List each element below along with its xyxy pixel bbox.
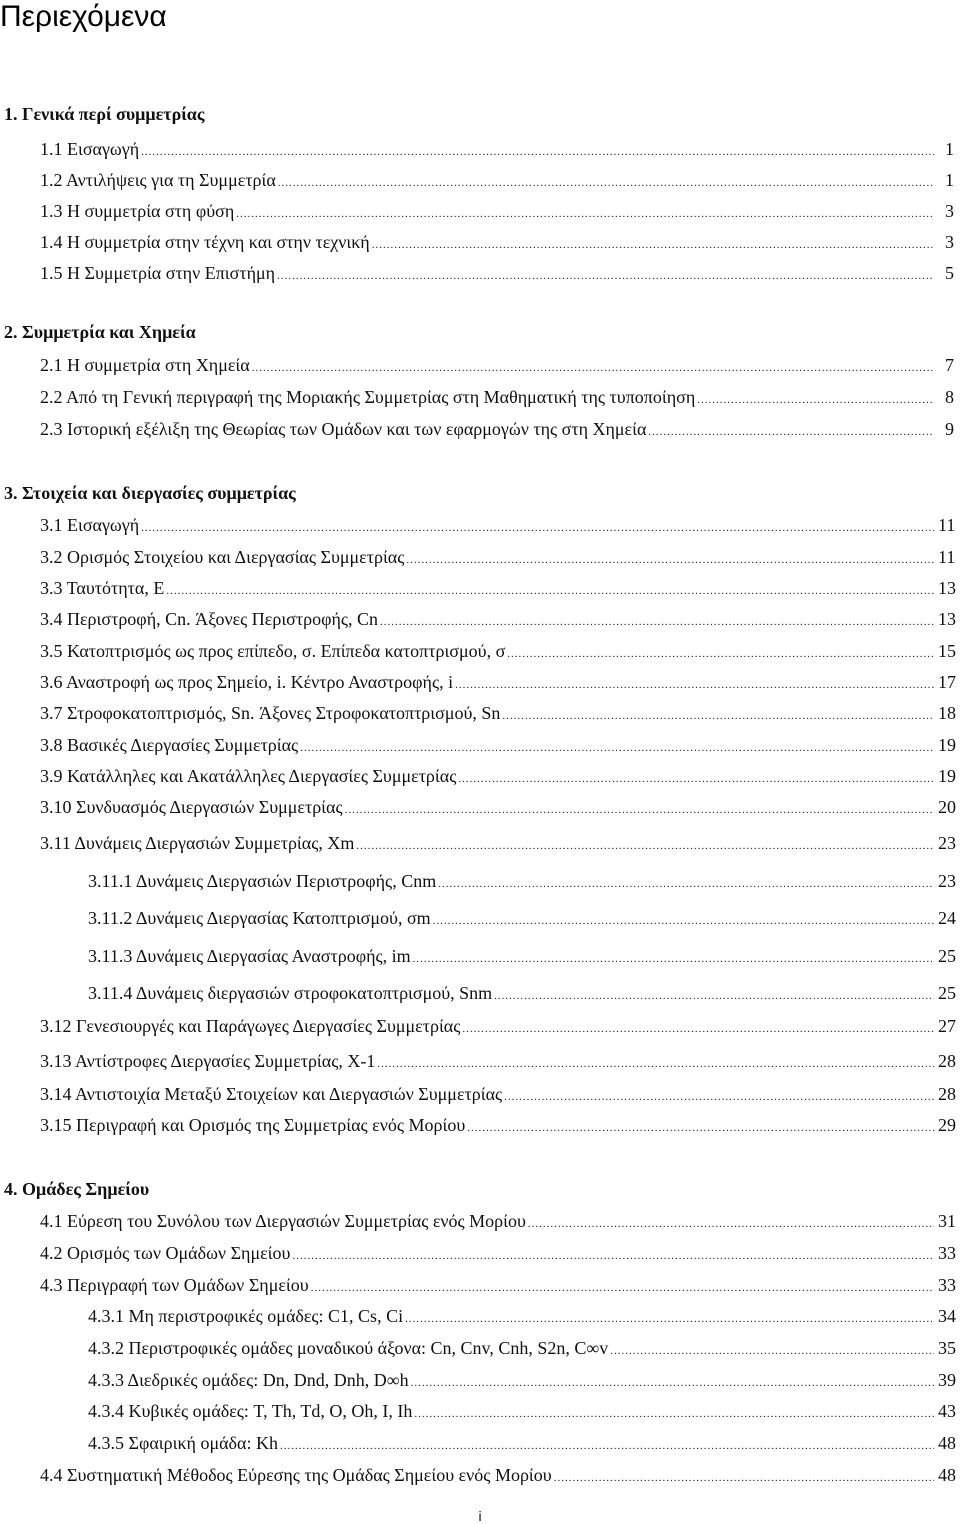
toc-entry-label: 4.3.1 Μη περιστροφικές ομάδες: C1, Cs, Ci xyxy=(88,1306,404,1326)
toc-entry-label: 3.4 Περιστροφή, Cn. Άξονες Περιστροφής, Cn xyxy=(40,609,379,629)
toc-entry-page: 3 xyxy=(945,232,954,252)
toc-entry-page: 28 xyxy=(938,1084,956,1104)
toc-entry[interactable] xyxy=(40,796,960,821)
toc-entry-label: 4.3.2 Περιστροφικές ομάδες μοναδικού άξονα: Cn, Cnv, Cnh, S2n, C∞v xyxy=(88,1338,609,1358)
toc-entry[interactable] xyxy=(88,1337,960,1362)
toc-entry-label: 3.9 Κατάλληλες και Ακατάλληλες Διεργασίες Συμμετρίας xyxy=(40,766,457,786)
toc-entry[interactable] xyxy=(40,1050,960,1075)
toc-entry[interactable] xyxy=(40,231,960,256)
leader-dots xyxy=(236,203,934,225)
toc-entry-page: 17 xyxy=(938,672,956,692)
toc-entry-page: 5 xyxy=(945,263,954,283)
toc-entry-label: 4.1 Εύρεση του Συνόλου των Διεργασιών Συμμετρίας ενός Μορίου xyxy=(40,1211,526,1231)
toc-entry[interactable] xyxy=(40,418,960,443)
toc-entry[interactable] xyxy=(40,702,960,727)
toc-entry-page: 27 xyxy=(938,1016,956,1036)
toc-entry-page: 39 xyxy=(938,1370,956,1390)
toc-entry-page: 25 xyxy=(938,946,956,966)
toc-entry-label: 1.3 Η συμμετρία στη φύση xyxy=(40,201,235,221)
toc-entry-page: 24 xyxy=(938,908,956,928)
toc-entry[interactable] xyxy=(40,1274,960,1299)
leader-dots xyxy=(280,1435,934,1457)
toc-entry[interactable] xyxy=(88,1400,960,1425)
toc-entry-label: 3.12 Γενεσιουργές και Παράγωγες Διεργασίες Συμμετρίας xyxy=(40,1016,461,1036)
toc-entry-label: 3.11.2 Δυνάμεις Διεργασίας Κατοπτρισμού, σm xyxy=(88,908,431,928)
leader-dots xyxy=(377,1053,934,1075)
leader-dots xyxy=(372,234,934,256)
toc-entry[interactable] xyxy=(40,354,960,379)
toc-entry-page: 18 xyxy=(938,703,956,723)
toc-entry-page: 28 xyxy=(938,1051,956,1071)
leader-dots xyxy=(406,549,934,571)
leader-dots xyxy=(311,1277,934,1299)
leader-dots xyxy=(411,1372,934,1394)
toc-entry-label: 3.5 Κατοπτρισμός ως προς επίπεδο, σ. Επίπεδα κατοπτρισμού, σ xyxy=(40,641,506,661)
toc-entry-label: 3.10 Συνδυασμός Διεργασιών Συμμετρίας xyxy=(40,797,343,817)
leader-dots xyxy=(141,141,934,163)
toc-entry[interactable] xyxy=(40,734,960,759)
toc-entry-page: 25 xyxy=(938,983,956,1003)
toc-entry-label: 3.11 Δυνάμεις Διεργασιών Συμμετρίας, Xm xyxy=(40,833,355,853)
toc-entry[interactable] xyxy=(40,262,960,287)
toc-entry-page: 34 xyxy=(938,1306,956,1326)
section-heading-4[interactable]: 4. Ομάδες Σημείου xyxy=(4,1179,150,1199)
toc-entry-page: 48 xyxy=(938,1465,956,1485)
toc-entry-page: 13 xyxy=(938,609,956,629)
toc-entry-label: 1.2 Αντιλήψεις για τη Συμμετρία xyxy=(40,170,276,190)
toc-entry[interactable] xyxy=(40,765,960,790)
toc-entry-page: 11 xyxy=(938,515,956,535)
leader-dots xyxy=(554,1467,934,1489)
leader-dots xyxy=(467,1117,934,1139)
toc-entry-page: 1 xyxy=(945,139,954,159)
toc-entry-label: 2.3 Ιστορική εξέλιξη της Θεωρίας των Ομάδων και των εφαρμογών της στη Χημεία xyxy=(40,419,647,439)
toc-entry-label: 3.8 Βασικές Διεργασίες Συμμετρίας xyxy=(40,735,299,755)
leader-dots xyxy=(345,799,934,821)
toc-entry-page: 15 xyxy=(938,641,956,661)
toc-entry[interactable] xyxy=(88,870,960,895)
toc-entry[interactable] xyxy=(40,138,960,163)
toc-entry-page: 9 xyxy=(945,419,954,439)
toc-entry[interactable] xyxy=(40,386,960,411)
leader-dots xyxy=(697,389,934,411)
toc-entry[interactable] xyxy=(88,982,960,1007)
toc-entry[interactable] xyxy=(88,907,960,932)
toc-entry-page: 1 xyxy=(945,170,954,190)
toc-entry[interactable] xyxy=(40,1242,960,1267)
leader-dots xyxy=(507,643,934,665)
page-title: Περιεχόμενα xyxy=(0,0,167,33)
toc-entry-label: 1.5 Η Συμμετρία στην Επιστήμη xyxy=(40,263,276,283)
leader-dots xyxy=(433,910,934,932)
toc-entry[interactable] xyxy=(40,546,960,571)
toc-entry-page: 11 xyxy=(938,547,956,567)
toc-entry-label: 4.2 Ορισμός των Ομάδων Σημείου xyxy=(40,1243,291,1263)
leader-dots xyxy=(458,768,934,790)
leader-dots xyxy=(502,705,934,727)
toc-entry[interactable] xyxy=(40,577,960,602)
toc-entry-label: 2.2 Από τη Γενική περιγραφή της Μοριακής Συμμετρίας στη Μαθηματική της τυποποίηση xyxy=(40,387,696,407)
toc-entry[interactable] xyxy=(40,640,960,665)
toc-entry-page: 7 xyxy=(945,355,954,375)
toc-entry-label: 1.4 Η συμμετρία στην τέχνη και στην τεχνική xyxy=(40,232,370,252)
toc-entry-page: 33 xyxy=(938,1275,956,1295)
toc-entry-page: 35 xyxy=(938,1338,956,1358)
leader-dots xyxy=(504,1086,934,1108)
toc-entry[interactable] xyxy=(40,1464,960,1489)
leader-dots xyxy=(277,265,934,287)
toc-entry-page: 3 xyxy=(945,201,954,221)
leader-dots xyxy=(278,172,934,194)
toc-entry[interactable] xyxy=(40,1210,960,1235)
toc-entry-page: 29 xyxy=(938,1115,956,1135)
toc-entry-label: 3.7 Στροφοκατοπτρισμός, Sn. Άξονες Στροφοκατοπτρισμού, Sn xyxy=(40,703,501,723)
toc-entry-label: 3.2 Ορισμός Στοιχείου και Διεργασίας Συμμετρίας xyxy=(40,547,405,567)
toc-entry[interactable] xyxy=(40,671,960,696)
toc-entry-page: 19 xyxy=(938,766,956,786)
leader-dots xyxy=(166,580,934,602)
toc-entry[interactable] xyxy=(40,608,960,633)
toc-entry-page: 43 xyxy=(938,1401,956,1421)
leader-dots xyxy=(438,873,934,895)
toc-entry-label: 3.3 Ταυτότητα, E xyxy=(40,578,165,598)
toc-entry-page: 13 xyxy=(938,578,956,598)
toc-entry-label: 3.14 Αντιστοιχία Μεταξύ Στοιχείων και Διεργασιών Συμμετρίας xyxy=(40,1084,503,1104)
toc-entry-label: 4.3.5 Σφαιρική ομάδα: Kh xyxy=(88,1433,278,1453)
toc-entry-label: 4.4 Συστηματική Μέθοδος Εύρεσης της Ομάδας Σημείου ενός Μορίου xyxy=(40,1465,552,1485)
toc-entry-page: 23 xyxy=(938,871,956,891)
section-heading-1[interactable]: 1. Γενικά περί συμμετρίας xyxy=(4,104,205,124)
toc-entry-label: 4.3.4 Κυβικές ομάδες: T, Th, Td, O, Oh, I, Ih xyxy=(88,1401,413,1421)
toc-entry-page: 8 xyxy=(945,387,954,407)
toc-entry-page: 23 xyxy=(938,833,956,853)
toc-entry[interactable] xyxy=(40,514,960,539)
toc-entry-page: 48 xyxy=(938,1433,956,1453)
toc-entry-page: 19 xyxy=(938,735,956,755)
toc-entry-page: 31 xyxy=(938,1211,956,1231)
toc-entry-label: 3.11.4 Δυνάμεις διεργασιών στροφοκατοπτρισμού, Snm xyxy=(88,983,493,1003)
toc-entry-label: 3.11.3 Δυνάμεις Διεργασίας Αναστροφής, im xyxy=(88,946,411,966)
toc-entry[interactable] xyxy=(40,832,960,857)
leader-dots xyxy=(414,1403,934,1425)
toc-entry-label: 3.1 Εισαγωγή xyxy=(40,515,140,535)
toc-entry-label: 1.1 Εισαγωγή xyxy=(40,139,140,159)
leader-dots xyxy=(528,1213,934,1235)
toc-entry[interactable] xyxy=(88,945,960,970)
leader-dots xyxy=(413,948,934,970)
toc-entry-label: 2.1 Η συμμετρία στη Χημεία xyxy=(40,355,250,375)
toc-entry[interactable] xyxy=(40,1083,960,1108)
leader-dots xyxy=(252,357,934,379)
toc-entry-page: 20 xyxy=(938,797,956,817)
toc-entry[interactable] xyxy=(40,200,960,225)
page-number-footer: i xyxy=(478,1508,482,1524)
leader-dots xyxy=(300,737,934,759)
toc-entry-label: 3.11.1 Δυνάμεις Διεργασιών Περιστροφής, Cnm xyxy=(88,871,437,891)
toc-entry[interactable] xyxy=(40,1114,960,1139)
leader-dots xyxy=(610,1340,934,1362)
toc-entry[interactable] xyxy=(88,1432,960,1457)
leader-dots xyxy=(648,421,934,443)
leader-dots xyxy=(356,835,934,857)
section-heading-3[interactable]: 3. Στοιχεία και διεργασίες συμμετρίας xyxy=(4,483,296,503)
leader-dots xyxy=(455,674,934,696)
toc-entry-label: 3.6 Αναστροφή ως προς Σημείο, i. Κέντρο Αναστροφής, i xyxy=(40,672,454,692)
toc-entry[interactable] xyxy=(40,1015,960,1040)
leader-dots xyxy=(462,1018,934,1040)
toc-entry[interactable] xyxy=(40,169,960,194)
leader-dots xyxy=(380,611,934,633)
toc-entry[interactable] xyxy=(88,1369,960,1394)
leader-dots xyxy=(494,985,934,1007)
leader-dots xyxy=(292,1245,934,1267)
toc-entry-label: 4.3.3 Διεδρικές ομάδες: Dn, Dnd, Dnh, D∞h xyxy=(88,1370,409,1390)
leader-dots xyxy=(405,1308,934,1330)
toc-entry-label: 4.3 Περιγραφή των Ομάδων Σημείου xyxy=(40,1275,309,1295)
toc-entry-page: 33 xyxy=(938,1243,956,1263)
section-heading-2[interactable]: 2. Συμμετρία και Χημεία xyxy=(4,322,196,342)
toc-entry-label: 3.13 Αντίστροφες Διεργασίες Συμμετρίας, X-1 xyxy=(40,1051,376,1071)
toc-entry[interactable] xyxy=(88,1305,960,1330)
toc-entry-label: 3.15 Περιγραφή και Ορισμός της Συμμετρίας ενός Μορίου xyxy=(40,1115,466,1135)
leader-dots xyxy=(141,517,934,539)
